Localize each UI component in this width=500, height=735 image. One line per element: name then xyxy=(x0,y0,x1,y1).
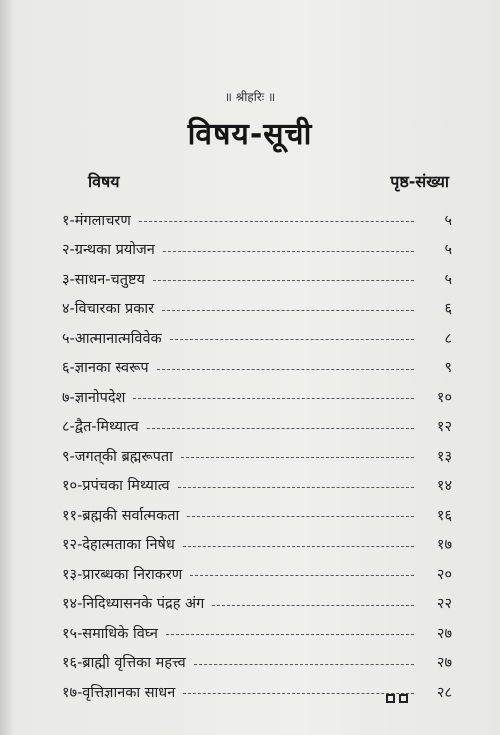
toc-entry xyxy=(62,618,452,648)
toc-entry-title: १४-निदिध्यासनके पंद्रह अंग xyxy=(62,596,205,613)
dotted-leader xyxy=(166,634,414,635)
toc-entry xyxy=(62,441,452,471)
dotted-leader xyxy=(212,605,414,606)
toc-entry-title: १५-समाधिके विघ्न xyxy=(62,625,158,642)
dotted-leader xyxy=(170,339,414,340)
toc-entry-title: ५-आत्मानात्मविवेक xyxy=(62,330,162,347)
toc-entry xyxy=(62,530,452,560)
toc-entry xyxy=(62,294,452,324)
toc-entry-title: ११-ब्रह्मकी सर्वात्मकता xyxy=(62,507,180,524)
toc-entry xyxy=(62,648,452,678)
toc-entry-page: ६ xyxy=(444,301,452,318)
toc-entry-page: ५ xyxy=(444,242,452,259)
toc-entry xyxy=(62,353,452,383)
toc-entry-title: १६-ब्राह्मी वृत्तिका महत्त्व xyxy=(62,655,186,672)
toc-entry-title: ४-विचारका प्रकार xyxy=(62,301,155,318)
square-ornament-icon xyxy=(386,694,395,703)
toc-entry-page: २७ xyxy=(436,655,452,672)
toc-entry-title: १३-प्रारब्धका निराकरण xyxy=(62,566,183,583)
toc-entry-title: १-मंगलाचरण xyxy=(62,212,131,229)
toc-entry-page: २० xyxy=(436,566,452,583)
toc-entry-title: ७-ज्ञानोपदेश xyxy=(62,389,126,406)
toc-entry xyxy=(62,323,452,353)
table-of-contents xyxy=(62,205,452,707)
toc-entry xyxy=(62,589,452,619)
toc-entry-title: ३-साधन-चतुष्टय xyxy=(62,271,145,288)
dotted-leader xyxy=(157,369,414,370)
dotted-leader xyxy=(183,693,414,694)
toc-entry-page: २८ xyxy=(436,684,452,701)
toc-entry-page: ९ xyxy=(444,360,452,377)
toc-entry xyxy=(62,500,452,530)
toc-entry-title: १०-प्रपंचका मिथ्यात्व xyxy=(62,478,170,495)
toc-entry xyxy=(62,264,452,294)
toc-entry-title: १७-वृत्तिज्ञानका साधन xyxy=(62,684,176,701)
toc-entry-page: १३ xyxy=(436,448,452,465)
dotted-leader xyxy=(178,487,414,488)
dotted-leader xyxy=(162,310,414,311)
toc-entry xyxy=(62,235,452,265)
dotted-leader xyxy=(133,398,414,399)
dotted-leader xyxy=(163,251,414,252)
dotted-leader xyxy=(147,428,414,429)
dotted-leader xyxy=(183,546,414,547)
invocation-line: ॥ श्रीहरिः ॥ xyxy=(224,90,276,104)
dotted-leader xyxy=(181,457,414,458)
toc-entry-page: १२ xyxy=(436,419,452,436)
dotted-leader xyxy=(194,664,414,665)
dotted-leader xyxy=(153,280,414,281)
toc-entry-page: १४ xyxy=(436,478,452,495)
toc-entry-page: ५ xyxy=(444,212,452,229)
toc-entry xyxy=(62,205,452,235)
end-of-section-mark xyxy=(386,694,408,703)
page-number-column-header: पृष्ठ-संख्या xyxy=(390,172,449,191)
toc-entry-page: २७ xyxy=(436,625,452,642)
subject-column-header: विषय xyxy=(88,172,120,191)
toc-entry-title: १२-देहात्मताका निषेध xyxy=(62,537,175,554)
dotted-leader xyxy=(190,575,414,576)
toc-entry-page: १० xyxy=(436,389,452,406)
toc-entry-page: ५ xyxy=(444,271,452,288)
toc-entry-title: २-ग्रन्थका प्रयोजन xyxy=(62,242,155,259)
toc-entry-page: २२ xyxy=(436,596,452,613)
square-ornament-icon xyxy=(399,694,408,703)
toc-entry-title: ६-ज्ञानका स्वरूप xyxy=(62,360,149,377)
page-title: विषय-सूची xyxy=(187,117,313,152)
dotted-leader xyxy=(187,516,414,517)
dotted-leader xyxy=(139,221,414,222)
toc-entry-title: ८-द्वैत-मिथ्यात्व xyxy=(62,419,139,436)
toc-entry xyxy=(62,559,452,589)
toc-entry xyxy=(62,471,452,501)
toc-entry xyxy=(62,412,452,442)
toc-entry-page: १६ xyxy=(436,507,452,524)
toc-entry-page: ८ xyxy=(444,330,452,347)
toc-entry-page: १७ xyxy=(436,537,452,554)
toc-entry xyxy=(62,382,452,412)
toc-entry-title: ९-जगत्‌की ब्रह्मरूपता xyxy=(62,448,173,465)
